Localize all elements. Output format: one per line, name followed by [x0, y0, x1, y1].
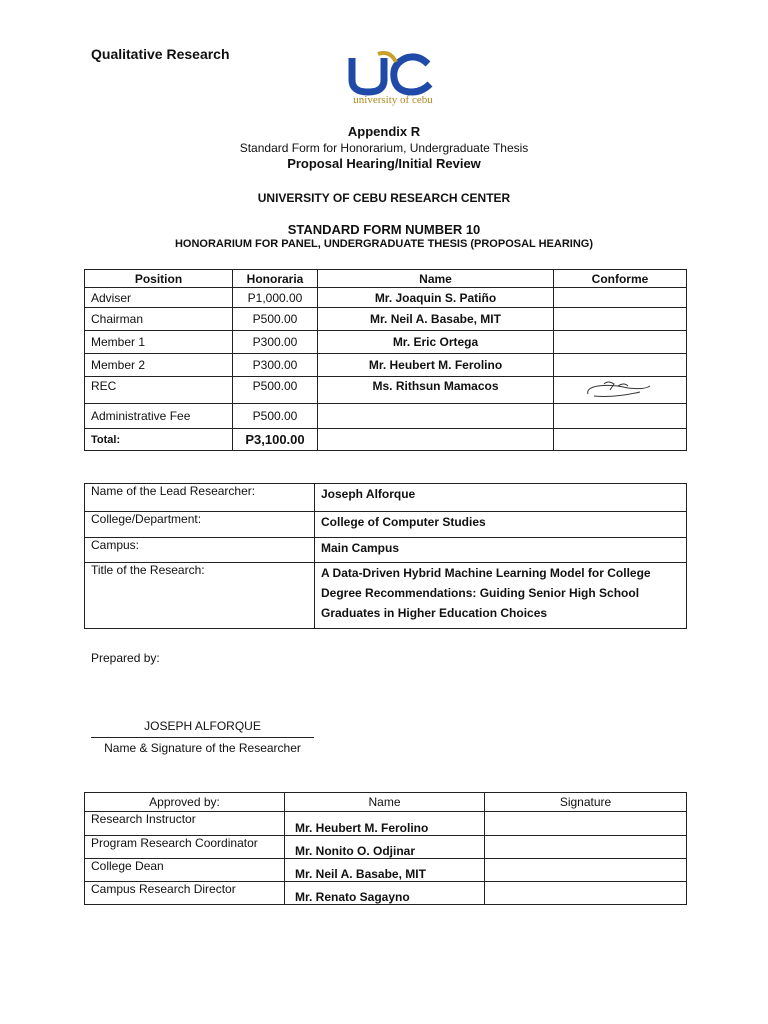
- honoraria-cell: P1,000.00: [233, 288, 318, 308]
- approver-name-cell: Mr. Heubert M. Ferolino: [285, 812, 485, 836]
- signature-line: [91, 737, 314, 738]
- signature-caption: Name & Signature of the Researcher: [104, 741, 301, 755]
- logo-text: university of cebu: [353, 94, 433, 106]
- honoraria-cell: P500.00: [233, 404, 318, 429]
- table-row: [85, 308, 687, 331]
- signature-cell: [485, 882, 687, 905]
- honoraria-cell: P500.00: [233, 377, 318, 404]
- column-header: Signature: [485, 793, 687, 812]
- form-stage: Proposal Hearing/Initial Review: [287, 156, 481, 171]
- document-header-label: Qualitative Research: [91, 46, 230, 62]
- name-cell: Mr. Joaquin S. Patiño: [318, 288, 554, 308]
- handwritten-signature-icon: [584, 378, 656, 400]
- name-cell: Ms. Rithsun Mamacos: [318, 377, 554, 404]
- column-header: Position: [85, 270, 233, 288]
- conforme-cell: [554, 288, 687, 308]
- table-row: [85, 404, 687, 429]
- table-header-row: [85, 270, 687, 288]
- name-cell: Mr. Neil A. Basabe, MIT: [318, 308, 554, 331]
- column-header: Name: [318, 270, 554, 288]
- info-row: [85, 538, 687, 563]
- conforme-cell: [554, 429, 687, 451]
- approver-name-cell: Mr. Renato Sagayno: [285, 882, 485, 905]
- approver-name-cell: Mr. Neil A. Basabe, MIT: [285, 859, 485, 882]
- position-cell: REC: [85, 377, 233, 404]
- position-cell: Adviser: [85, 288, 233, 308]
- form-subtitle: HONORARIUM FOR PANEL, UNDERGRADUATE THESIS (PROPOSAL HEARING): [174, 238, 593, 250]
- column-header: Conforme: [554, 270, 687, 288]
- honoraria-cell: P300.00: [233, 354, 318, 377]
- researcher-name: JOSEPH ALFORQUE: [144, 719, 261, 733]
- form-description: Standard Form for Honorarium, Undergraduate Thesis: [239, 141, 529, 155]
- conforme-cell: [554, 377, 687, 404]
- research-title-value: A Data-Driven Hybrid Machine Learning Model for College Degree Recommendations: Guiding Senior High School Graduates in Higher Education Choices: [315, 563, 687, 629]
- total-row: [85, 429, 687, 451]
- role-cell: Campus Research Director: [85, 882, 285, 905]
- table-row: [85, 377, 687, 404]
- conforme-cell: [554, 404, 687, 429]
- research-center-title: UNIVERSITY OF CEBU RESEARCH CENTER: [257, 191, 511, 205]
- honoraria-cell: P500.00: [233, 308, 318, 331]
- role-cell: College Dean: [85, 859, 285, 882]
- uc-logo-icon: [338, 48, 448, 98]
- table-row: [85, 354, 687, 377]
- column-header: Honoraria: [233, 270, 318, 288]
- honoraria-cell: P300.00: [233, 331, 318, 354]
- info-row: [85, 563, 687, 629]
- total-label: Total:: [85, 429, 233, 451]
- info-row: [85, 512, 687, 538]
- position-cell: Member 1: [85, 331, 233, 354]
- university-logo: [338, 48, 448, 110]
- signature-cell: [485, 836, 687, 859]
- college-label: College/Department:: [85, 512, 315, 538]
- total-value: P3,100.00: [233, 429, 318, 451]
- conforme-cell: [554, 308, 687, 331]
- name-cell: [318, 429, 554, 451]
- info-row: [85, 484, 687, 512]
- column-header: Approved by:: [85, 793, 285, 812]
- signature-cell: [485, 812, 687, 836]
- role-cell: Program Research Coordinator: [85, 836, 285, 859]
- research-info-table: [84, 483, 687, 629]
- name-cell: [318, 404, 554, 429]
- honorarium-table: [84, 269, 687, 451]
- position-cell: Administrative Fee: [85, 404, 233, 429]
- conforme-cell: [554, 354, 687, 377]
- appendix-title: Appendix R: [347, 124, 421, 139]
- prepared-by-label: Prepared by:: [91, 651, 160, 665]
- signature-cell: [485, 859, 687, 882]
- name-cell: Mr. Heubert M. Ferolino: [318, 354, 554, 377]
- conforme-cell: [554, 331, 687, 354]
- research-title-label: Title of the Research:: [85, 563, 315, 629]
- campus-label: Campus:: [85, 538, 315, 563]
- name-cell: Mr. Eric Ortega: [318, 331, 554, 354]
- table-row: [85, 331, 687, 354]
- table-row: [85, 836, 687, 859]
- position-cell: Member 2: [85, 354, 233, 377]
- role-cell: Research Instructor: [85, 812, 285, 836]
- form-number: STANDARD FORM NUMBER 10: [287, 222, 481, 237]
- approver-name-cell: Mr. Nonito O. Odjinar: [285, 836, 485, 859]
- column-header: Name: [285, 793, 485, 812]
- lead-researcher-value: Joseph Alforque: [315, 484, 687, 512]
- table-row: [85, 882, 687, 905]
- approval-table: [84, 792, 687, 905]
- table-row: [85, 859, 687, 882]
- table-row: [85, 812, 687, 836]
- table-header-row: [85, 793, 687, 812]
- table-row: [85, 288, 687, 308]
- college-value: College of Computer Studies: [315, 512, 687, 538]
- campus-value: Main Campus: [315, 538, 687, 563]
- position-cell: Chairman: [85, 308, 233, 331]
- lead-researcher-label: Name of the Lead Researcher:: [85, 484, 315, 512]
